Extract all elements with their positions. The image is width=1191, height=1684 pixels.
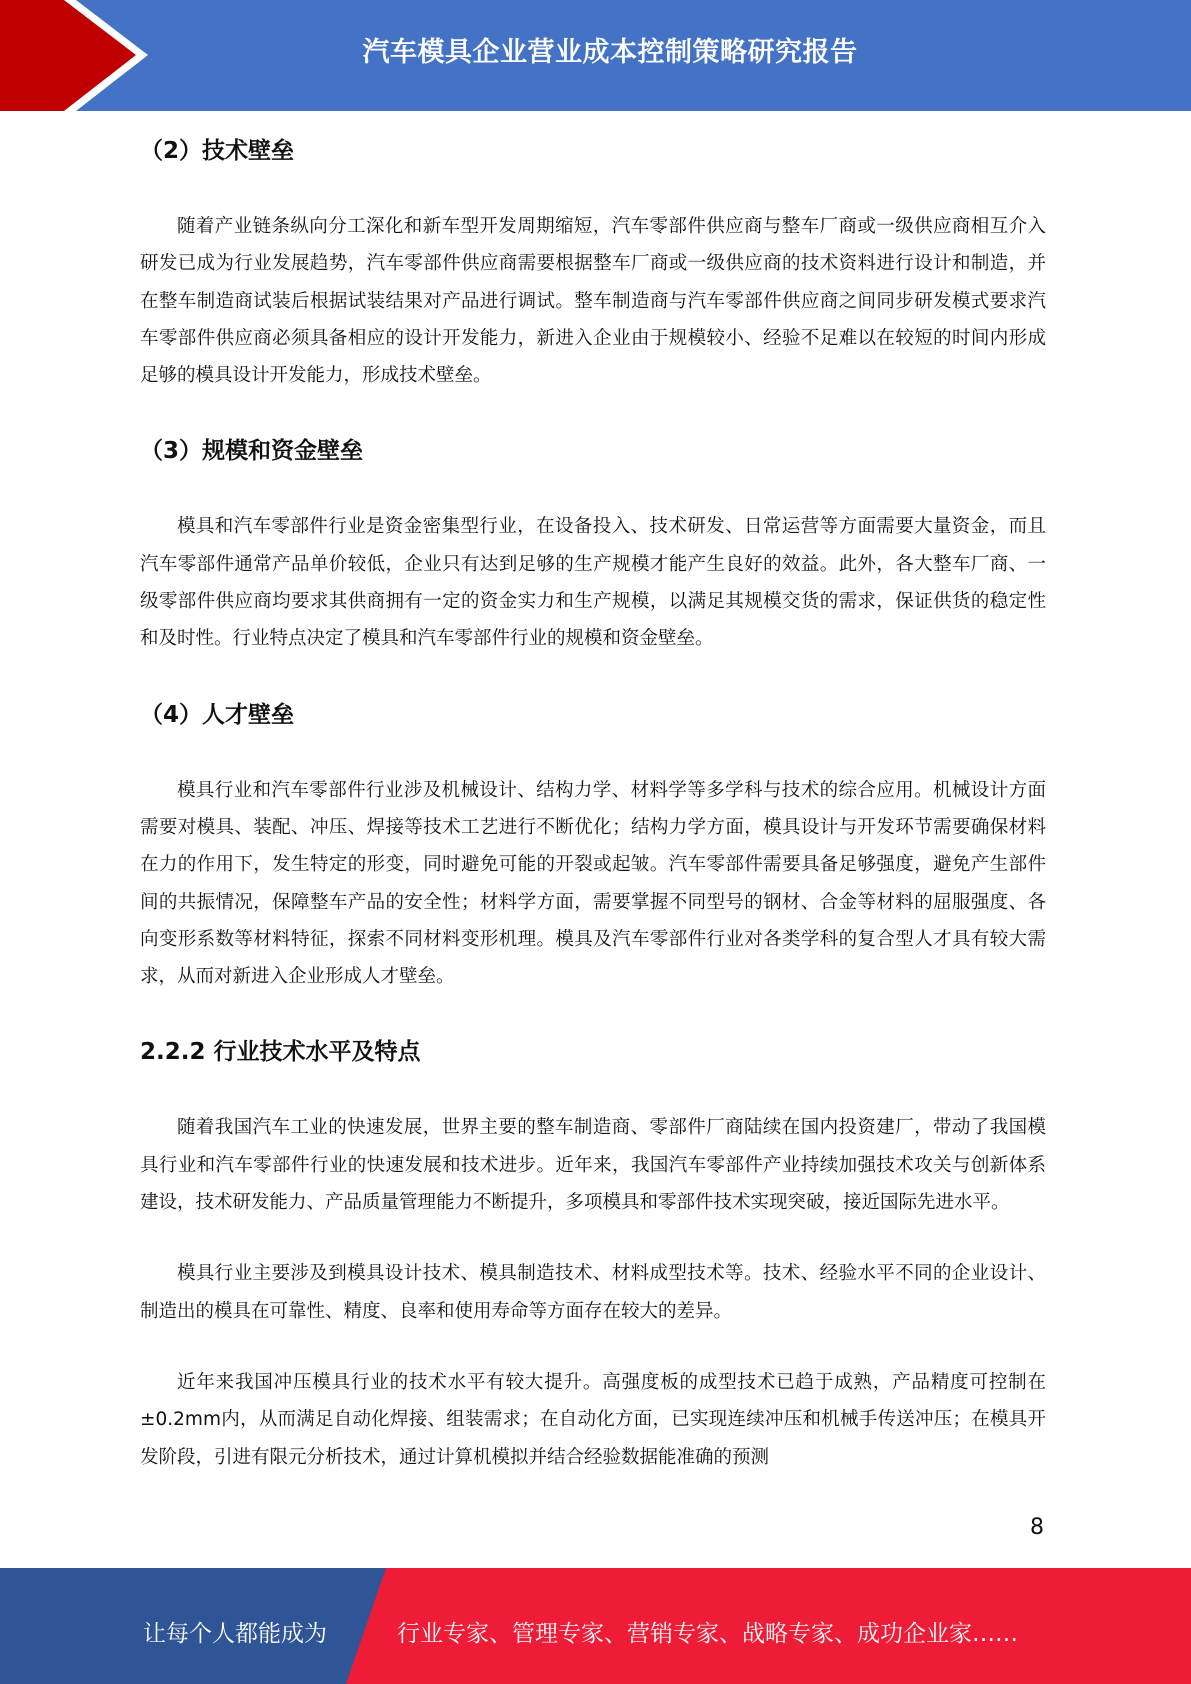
- paragraph: 随着我国汽车工业的快速发展，世界主要的整车制造商、零部件厂商陆续在国内投资建厂，带动了我国模具行业和汽车零部件行业的快速发展和技术进步。近年来，我国汽车零部件产业持续加强技术攻关与创新体系建设，技术研发能力、产品质量管理能力不断提升，多项模具和零部件技术实现突破，接近国际先进水平。: [140, 1117, 1046, 1214]
- paragraph: 随着产业链条纵向分工深化和新车型开发周期缩短，汽车零部件供应商与整车厂商或一级供应商相互介入研发已成为行业发展趋势，汽车零部件供应商需要根据整车厂商或一级供应商的技术资料进行设计和制造，并在整车制造商试装后根据试装结果对产品进行调试。整车制造商与汽车零部件供应商之间同步研发模式要求汽车零部件供应商必须具备相应的设计开发能力，新进入企业由于规模较小、经验不足难以在较短的时间内形成足够的模具设计开发能力，形成技术壁垒。: [140, 216, 1046, 387]
- document-body: [140, 128, 1046, 1510]
- paragraph: 近年来我国冲压模具行业的技术水平有较大提升。高强度板的成型技术已趋于成熟，产品精度可控制在±0.2mm内，从而满足自动化焊接、组装需求；在自动化方面，已实现连续冲压和机械手传送冲压；在模具开发阶段，引进有限元分析技术，通过计算机模拟并结合经验数据能准确的预测: [140, 1371, 1046, 1468]
- report-title: 汽车模具企业营业成本控制策略研究报告: [362, 37, 858, 68]
- paragraph: 模具行业主要涉及到模具设计技术、模具制造技术、材料成型技术等。技术、经验水平不同的企业设计、制造出的模具在可靠性、精度、良率和使用寿命等方面存在较大的差异。: [140, 1263, 1046, 1322]
- page-footer: [0, 1568, 1191, 1684]
- page-number: 8: [1030, 1515, 1044, 1540]
- section-heading: 2.2.2 行业技术水平及特点: [140, 1039, 421, 1066]
- chevron-decoration-icon: [0, 0, 200, 111]
- footer-slogan-left: 让每个人都能成为: [143, 1621, 327, 1647]
- section-heading: （2）技术壁垒: [140, 138, 295, 164]
- paragraph: 模具和汽车零部件行业是资金密集型行业，在设备投入、技术研发、日常运营等方面需要大量资金，而且汽车零部件通常产品单价较低，企业只有达到足够的生产规模才能产生良好的效益。此外，各大整车厂商、一级零部件供应商均要求其供商拥有一定的资金实力和生产规模，以满足其规模交货的需求，保证供货的稳定性和及时性。行业特点决定了模具和汽车零部件行业的规模和资金壁垒。: [140, 516, 1046, 650]
- page-header: [0, 0, 1191, 111]
- section-heading: （4）人才壁垒: [140, 701, 295, 728]
- footer-slogan-right: 行业专家、管理专家、营销专家、战略专家、成功企业家……: [397, 1621, 1018, 1647]
- section-heading: （3）规模和资金壁垒: [140, 438, 364, 465]
- paragraph: 模具行业和汽车零部件行业涉及机械设计、结构力学、材料学等多学科与技术的综合应用。机械设计方面需要对模具、装配、冲压、焊接等技术工艺进行不断优化；结构力学方面，模具设计与开发环节需要确保材料在力的作用下，发生特定的形变，同时避免可能的开裂或起皱。汽车零部件需要具备足够强度，避免产生部件间的共振情况，保障整车产品的安全性；材料学方面，需要掌握不同型号的钢材、合金等材料的屈服强度、各向变形系数等材料特征，探索不同材料变形机理。模具及汽车零部件行业对各类学科的复合型人才具有较大需求，从而对新进入企业形成人才壁垒。: [140, 779, 1046, 988]
